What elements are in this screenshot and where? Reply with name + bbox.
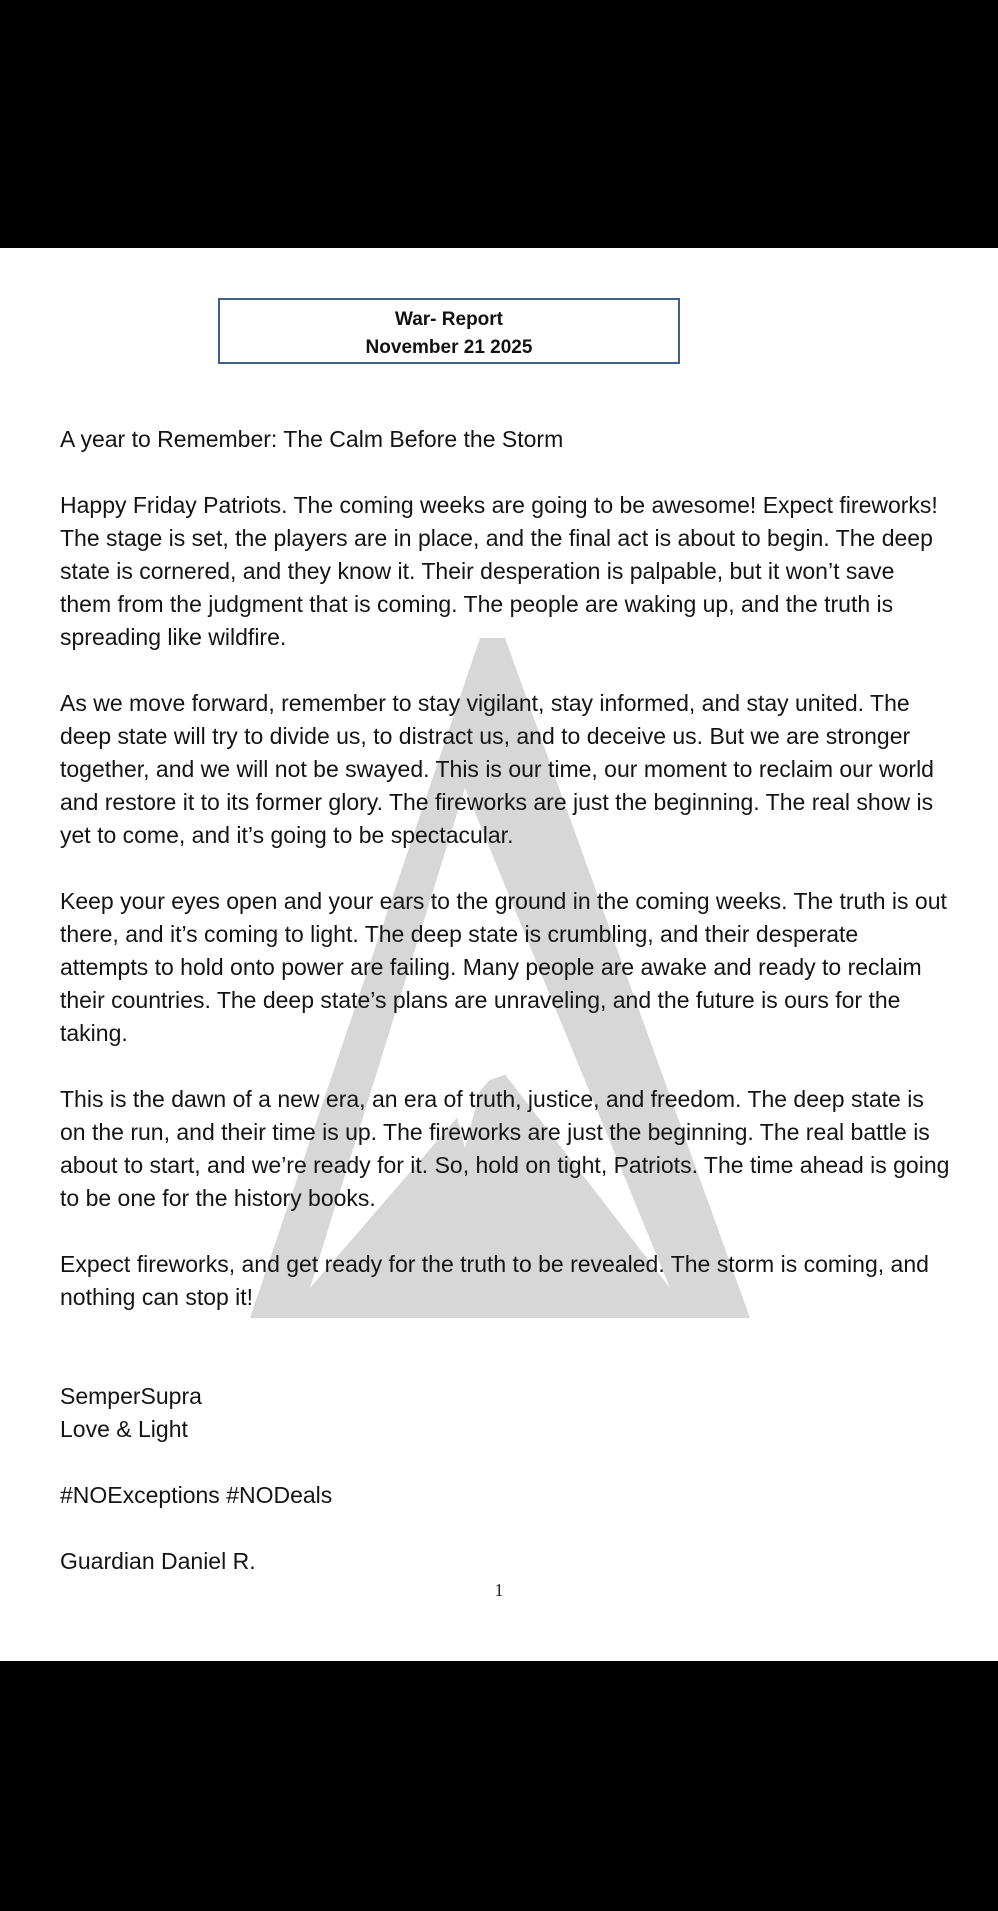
signoff-name: SemperSupra <box>60 1383 202 1409</box>
paragraph: Happy Friday Patriots. The coming weeks are going to be awesome! Expect fireworks! The stage is set, the players are in place, and the final act is about to begin. The deep state is cornered, and they know it. Their desperation is palpable, but it won’t save them from the judgment that is coming. The people are waking up, and the truth is spreading like wildfire. <box>60 492 938 650</box>
report-header-box <box>218 298 680 364</box>
top-black-bar <box>0 0 998 248</box>
paragraph: As we move forward, remember to stay vigilant, stay informed, and stay united. The deep state will try to divide us, to distract us, and to deceive us. But we are stronger together, and we will not be swayed. This is our time, our moment to reclaim our world and restore it to its former glory. The fireworks are just the beginning. The real show is yet to come, and it’s going to be spectacular. <box>60 690 934 848</box>
letter-body <box>60 423 950 1578</box>
spacer <box>60 1347 950 1380</box>
paragraph: Keep your eyes open and your ears to the ground in the coming weeks. The truth is out there, and it’s coming to light. The deep state is crumbling, and their desperate attempts to hold onto power are failing. Many people are awake and ready to reclaim their countries. The deep state’s plans are unraveling, and the future is ours for the taking. <box>60 888 947 1046</box>
document-page <box>0 248 998 1661</box>
page-number: 1 <box>494 1580 504 1600</box>
signoff-hashtags: #NOExceptions #NODeals <box>60 1482 333 1508</box>
bottom-black-bar <box>0 1661 998 1911</box>
signoff-closing: Love & Light <box>60 1416 188 1442</box>
signoff-author: Guardian Daniel R. <box>60 1548 256 1574</box>
paragraph: This is the dawn of a new era, an era of truth, justice, and freedom. The deep state is on the run, and their time is up. The fireworks are just the beginning. The real battle is about to start, and we’re ready for it. So, hold on tight, Patriots. The time ahead is going to be one for the history books. <box>60 1086 950 1211</box>
letter-subtitle: A year to Remember: The Calm Before the Storm <box>60 426 564 452</box>
report-date: November 21 2025 <box>365 337 533 358</box>
paragraph: Expect fireworks, and get ready for the truth to be revealed. The storm is coming, and nothing can stop it! <box>60 1251 929 1310</box>
report-title: War- Report <box>394 309 504 330</box>
